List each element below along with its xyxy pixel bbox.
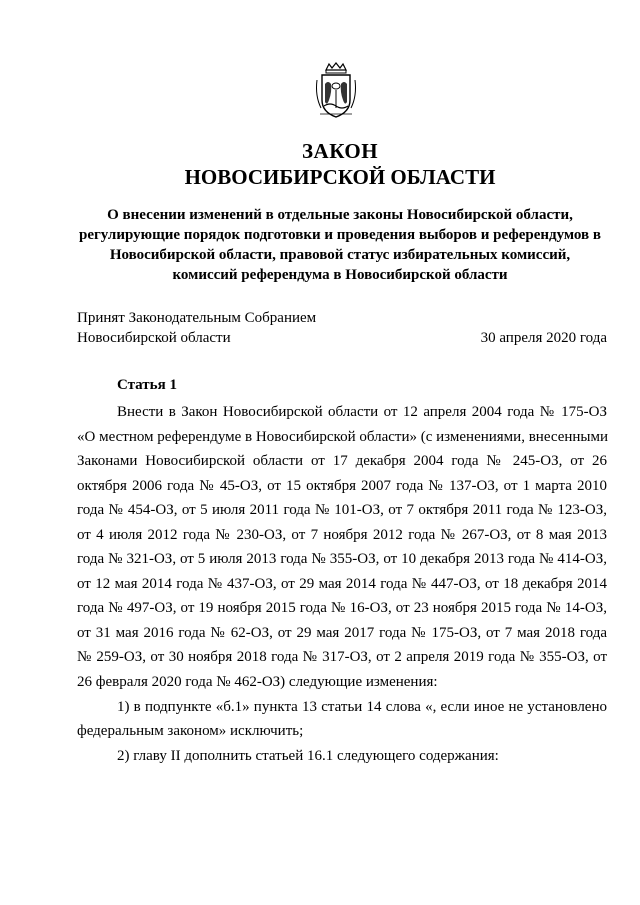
body-line: 26 февраля 2020 года № 462-ОЗ) следующие изменения: — [77, 674, 438, 691]
body-line: Внести в Закон Новосибирской области от 12 апреля 2004 года № 175-ОЗ — [117, 404, 607, 420]
subtitle-line: комиссий референдума в Новосибирской области — [172, 267, 508, 283]
body-line: 2) главу II дополнить статьей 16.1 следующего содержания: — [117, 747, 499, 764]
subtitle-line: О внесении изменений в отдельные законы Новосибирской области, — [107, 207, 573, 223]
body-line: октября 2006 года № 45-ОЗ, от 15 октября 2007 года № 137-ОЗ, от 1 марта 2010 — [77, 477, 607, 494]
coat-of-arms-icon — [314, 62, 358, 120]
body-line: 1) в подпункте «б.1» пункта 13 статьи 14 слова «, если иное не установлено — [117, 698, 607, 715]
body-line: от 4 июля 2012 года № 230-ОЗ, от 7 ноября 2012 года № 267-ОЗ, от 8 мая 2013 — [77, 526, 607, 543]
body-line: года № 454-ОЗ, от 5 июля 2011 года № 101-ОЗ, от 7 октября 2011 года № 123-ОЗ, — [77, 502, 607, 519]
body-line: федеральным законом» исключить; — [77, 723, 304, 740]
body-line: Законами Новосибирской области от 17 декабря 2004 года № 245-ОЗ, от 26 — [77, 453, 607, 470]
adoption-date: 30 апреля 2020 года — [480, 330, 607, 346]
article-body — [77, 400, 607, 768]
body-line: от 12 мая 2014 года № 437-ОЗ, от 29 мая 2014 года № 447-ОЗ, от 18 декабря 2014 — [77, 575, 607, 592]
body-line: года № 497-ОЗ, от 19 ноября 2015 года № 16-ОЗ, от 23 ноября 2015 года № 14-ОЗ, — [77, 600, 607, 617]
subtitle-line: Новосибирской области, правовой статус избирательных комиссий, — [109, 247, 571, 263]
article-title: Статья 1 — [117, 377, 177, 393]
subtitle-line: регулирующие порядок подготовки и проведения выборов и референдумов в — [78, 227, 601, 243]
body-line: от 31 мая 2016 года № 62-ОЗ, от 29 мая 2017 года № 175-ОЗ, от 7 мая 2018 года — [77, 624, 607, 641]
law-title: ЗАКОН — [301, 139, 379, 163]
body-line: года № 321-ОЗ, от 5 июля 2013 года № 355-ОЗ, от 10 декабря 2013 года № 414-ОЗ, — [77, 551, 607, 568]
law-subtitle — [70, 205, 610, 285]
law-region-title: НОВОСИБИРСКОЙ ОБЛАСТИ — [184, 165, 496, 189]
body-line: «О местном референдуме в Новосибирской области» (с изменениями, внесенными — [77, 428, 608, 445]
adoption-line: Принят Законодательным Собранием — [77, 310, 317, 326]
adoption-line: Новосибирской области — [77, 330, 231, 346]
body-line: № 259-ОЗ, от 30 ноября 2018 года № 317-ОЗ, от 2 апреля 2019 года № 355-ОЗ, от — [77, 649, 607, 666]
adoption-info — [77, 308, 607, 348]
